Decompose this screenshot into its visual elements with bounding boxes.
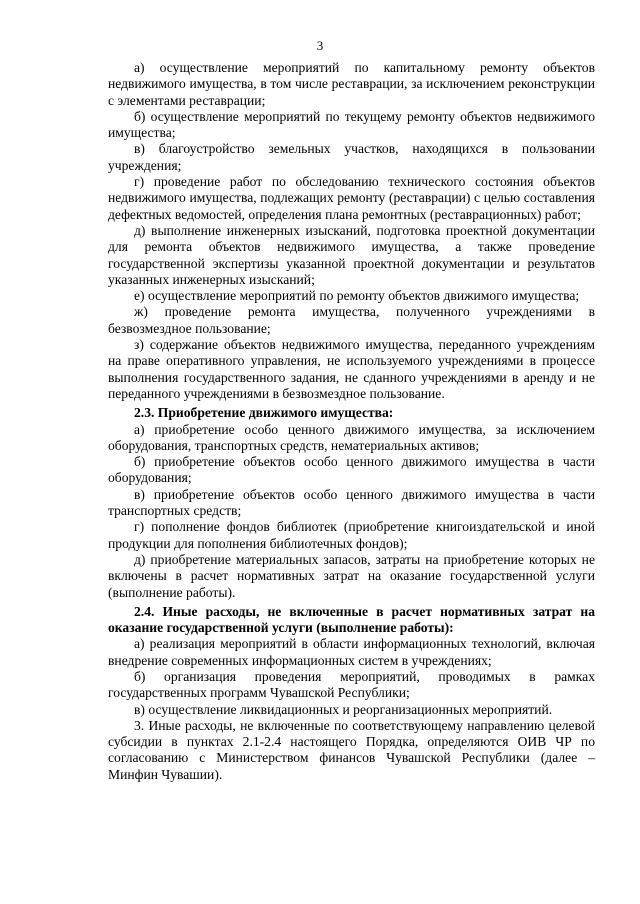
section-heading: 2.4. Иные расходы, не включенные в расчет нормативных затрат на оказание государственной услуги (выполнение работы):: [108, 603, 595, 636]
paragraph: а) осуществление мероприятий по капитальному ремонту объектов недвижимого имущества, в том числе реставрации, за исключением реконструкции с элементами реставрации;: [108, 60, 595, 108]
document-body: [108, 60, 595, 783]
paragraph: б) приобретение объектов особо ценного движимого имущества в части оборудования;: [108, 454, 595, 486]
paragraph: з) содержание объектов недвижимого имущества, переданного учреждениям на праве оперативного управления, не используемого учреждениями в процессе выполнения государственного задания, не сданного учреждениями в аренду и не переданного учреждениями в безвозмездное пользование.: [108, 337, 595, 401]
paragraph: ж) проведение ремонта имущества, полученного учреждениями в безвозмездное пользование;: [108, 304, 595, 336]
paragraph: а) реализация мероприятий в области информационных технологий, включая внедрение современных информационных систем в учреждениях;: [108, 636, 595, 668]
paragraph: б) осуществление мероприятий по текущему ремонту объектов недвижимого имущества;: [108, 108, 595, 141]
paragraph: г) пополнение фондов библиотек (приобретение книгоиздательской и иной продукции для пополнения библиотечных фондов);: [108, 519, 595, 551]
paragraph: 3. Иные расходы, не включенные по соответствующему направлению целевой субсидии в пунктах 2.1-2.4 настоящего Порядка, определяются ОИВ ЧР по согласованию с Министерством финансов Чувашской Республики (далее – Минфин Чувашии).: [108, 717, 595, 782]
page-number: 3: [316, 38, 324, 53]
paragraph: д) приобретение материальных запасов, затраты на приобретение которых не включены в расчет нормативных затрат на оказание государственной услуги (выполнение работы).: [108, 551, 595, 600]
paragraph: в) благоустройство земельных участков, находящихся в пользовании учреждения;: [108, 141, 595, 173]
paragraph: в) приобретение объектов особо ценного движимого имущества в части транспортных средств;: [108, 486, 595, 519]
paragraph: д) выполнение инженерных изысканий, подготовка проектной документации для ремонта объектов недвижимого имущества, а также проведение государственной экспертизы указанной проектной документации и результатов указанных инженерных изысканий;: [108, 222, 595, 287]
paragraph: е) осуществление мероприятий по ремонту объектов движимого имущества;: [134, 288, 580, 304]
paragraph: в) осуществление ликвидационных и реорганизационных мероприятий.: [134, 701, 553, 717]
paragraph: г) проведение работ по обследованию технического состояния объектов недвижимого имущества, подлежащих ремонту (реставрации) с целью составления дефектных ведомостей, определения плана ремонтных (реставрационных) работ;: [108, 174, 595, 222]
paragraph: б) организация проведения мероприятий, проводимых в рамках государственных программ Чувашской Республики;: [108, 668, 595, 701]
section-heading: 2.3. Приобретение движимого имущества:: [134, 405, 394, 421]
paragraph: а) приобретение особо ценного движимого имущества, за исключением оборудования, транспортных средств, нематериальных активов;: [108, 421, 595, 453]
